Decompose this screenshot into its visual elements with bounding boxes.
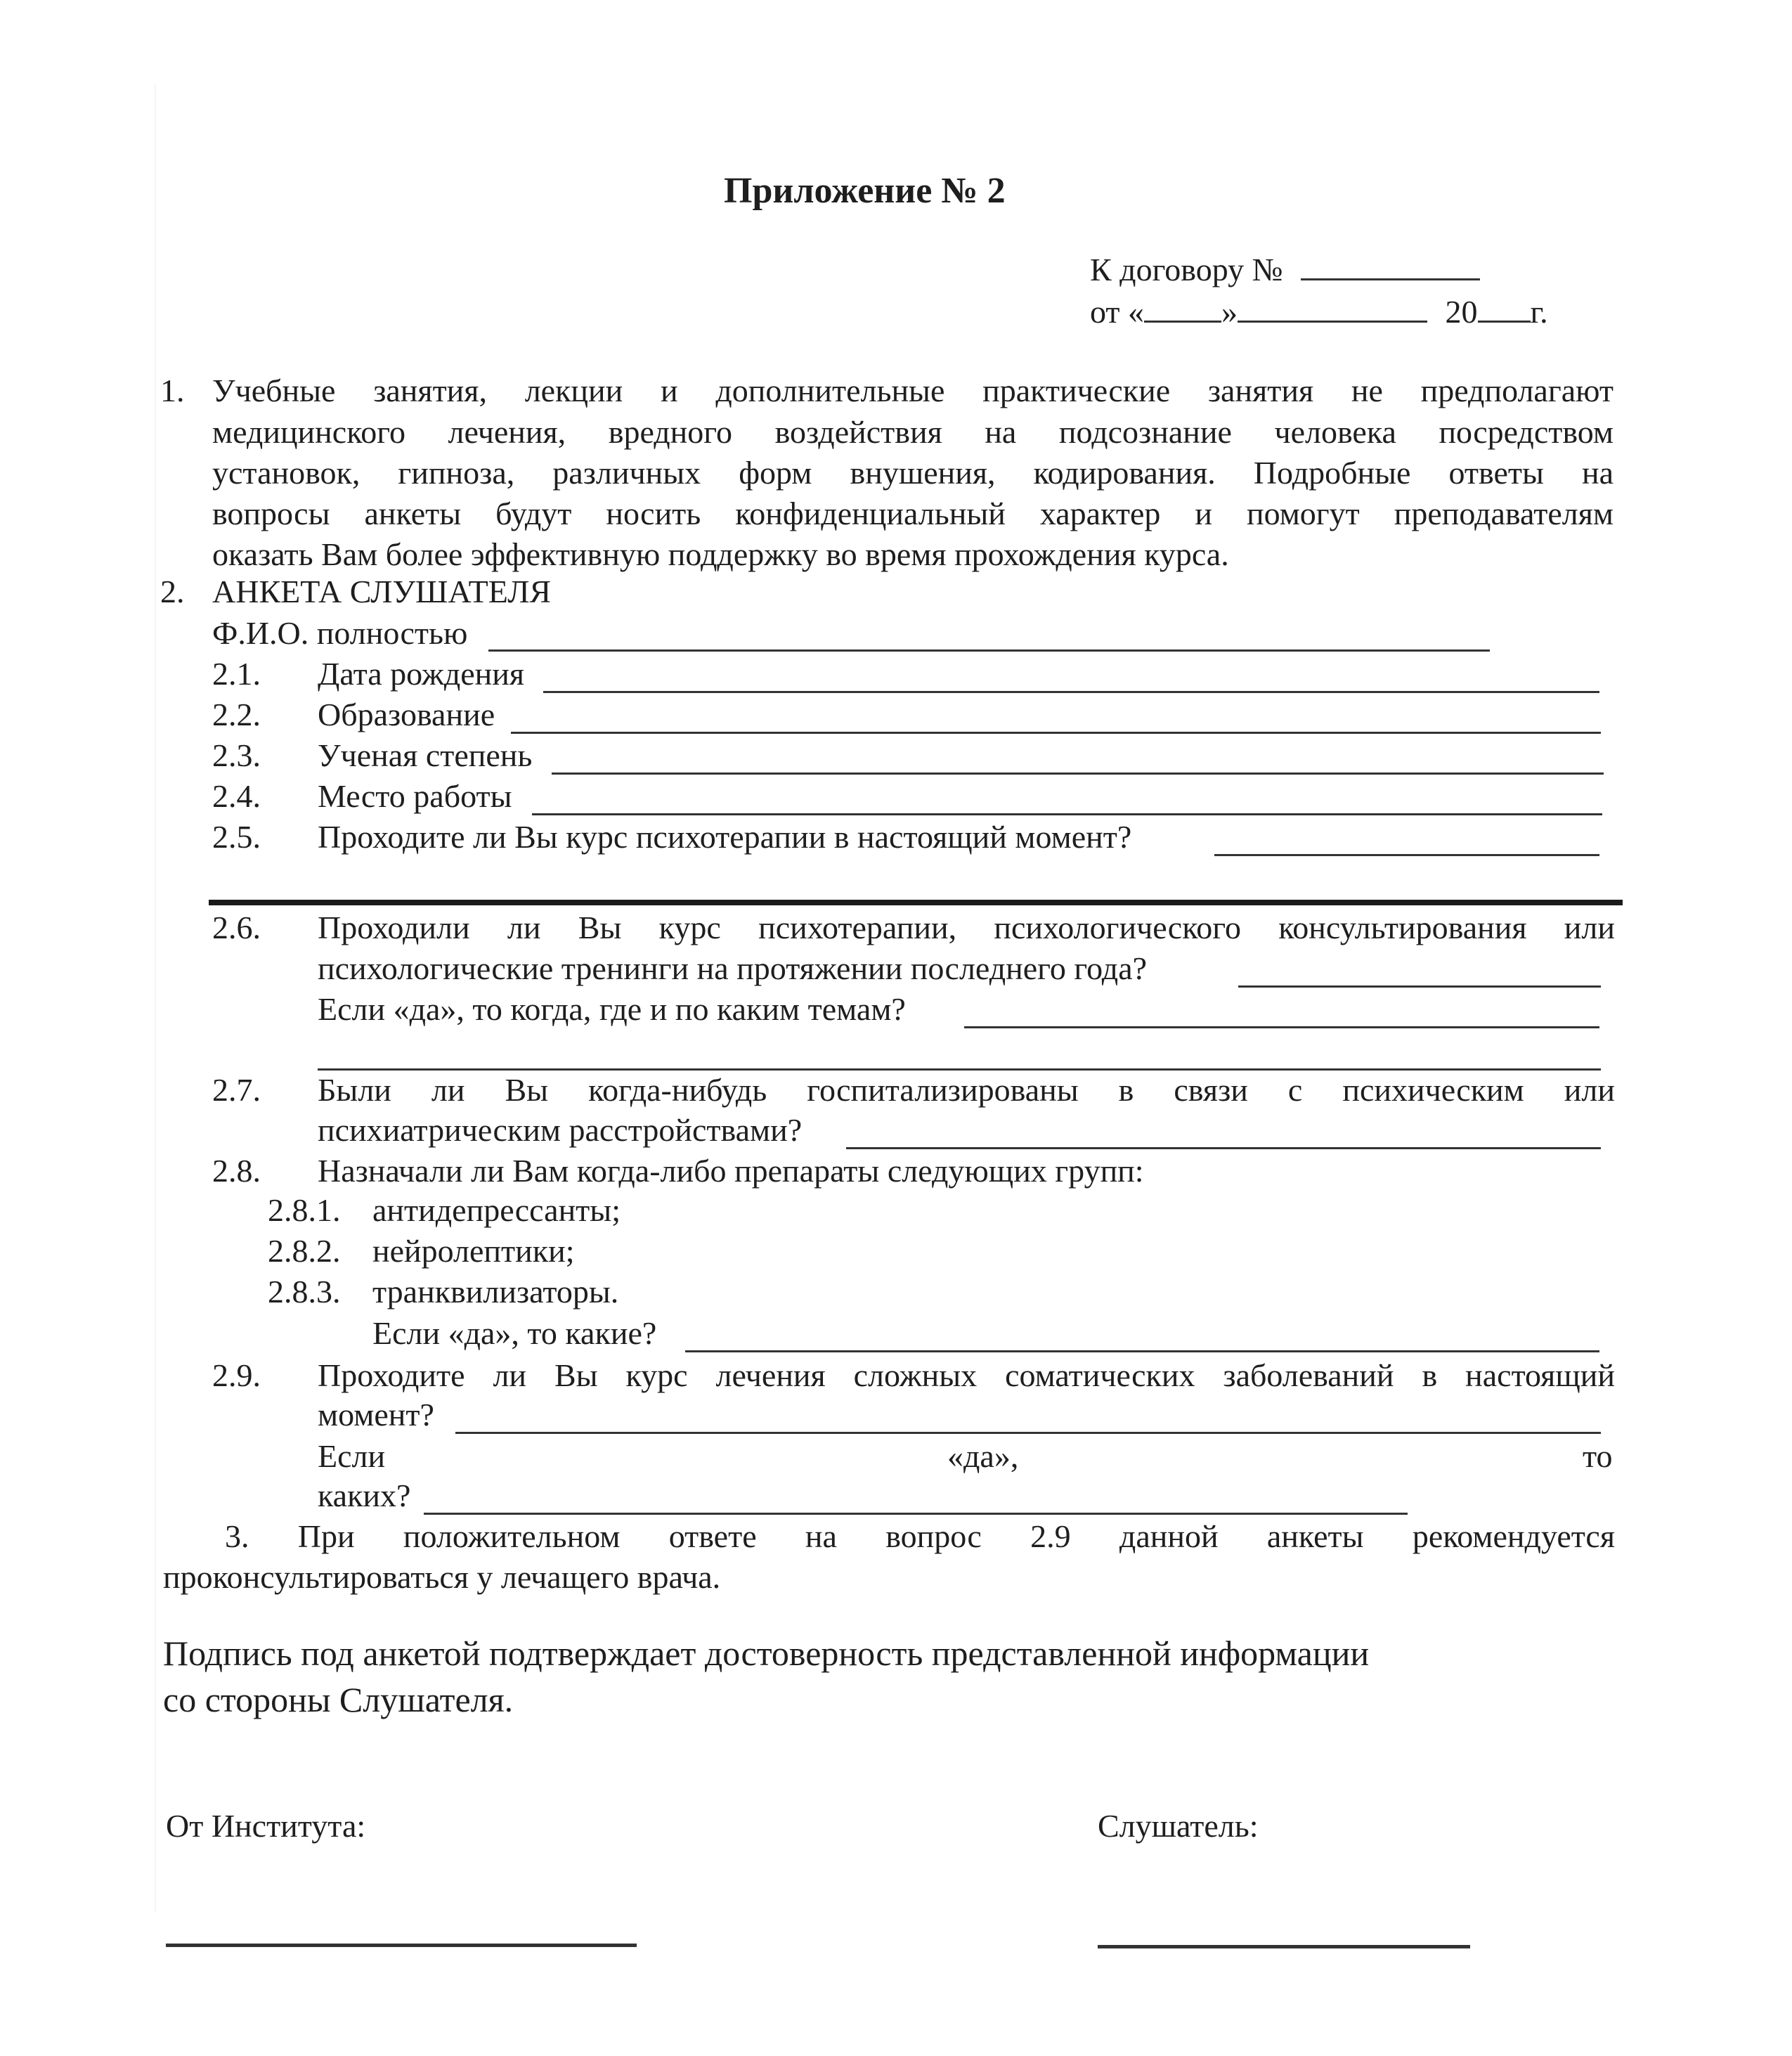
q27-line2: психиатрическим расстройствами? bbox=[318, 1112, 803, 1148]
subitem-neuroleptics: нейролептики; bbox=[372, 1233, 575, 1269]
q26-details-field[interactable] bbox=[964, 1026, 1599, 1028]
item-number: 2.2. bbox=[212, 697, 261, 732]
contract-number-row bbox=[1090, 250, 1480, 290]
current-therapy-label: Проходите ли Вы курс психотерапии в настоящий момент? bbox=[318, 819, 1132, 855]
date-year-prefix: 20 bbox=[1445, 294, 1478, 330]
section1-number: 1. bbox=[160, 373, 185, 408]
contract-label: К договору № bbox=[1090, 252, 1283, 287]
page-title: Приложение № 2 bbox=[724, 171, 1006, 211]
section3-line2: проконсультироваться у лечащего врача. bbox=[163, 1559, 721, 1595]
item-number: 2.1. bbox=[212, 656, 261, 692]
date-year-field[interactable] bbox=[1478, 292, 1531, 323]
q29-details-field[interactable] bbox=[424, 1513, 1408, 1515]
listener-signature-label: Слушатель: bbox=[1098, 1808, 1259, 1844]
current-therapy-field[interactable] bbox=[1214, 854, 1599, 856]
item-number: 2.3. bbox=[212, 737, 261, 773]
q29-line2: момент? bbox=[318, 1397, 434, 1433]
institute-signature-field[interactable] bbox=[166, 1944, 637, 1947]
item-number: 2.8. bbox=[212, 1153, 261, 1189]
fio-field[interactable] bbox=[488, 649, 1490, 652]
degree-label: Ученая степень bbox=[318, 737, 533, 773]
workplace-field[interactable] bbox=[532, 813, 1602, 815]
education-field[interactable] bbox=[511, 732, 1601, 734]
degree-field[interactable] bbox=[552, 772, 1604, 775]
date-mid: » bbox=[1221, 294, 1238, 330]
item-number: 2.4. bbox=[212, 778, 261, 814]
birthdate-label: Дата рождения bbox=[318, 656, 525, 692]
date-month-field[interactable] bbox=[1238, 292, 1427, 323]
q26-answer-field[interactable] bbox=[1238, 985, 1601, 988]
listener-signature-field[interactable] bbox=[1098, 1945, 1470, 1948]
contract-date-row bbox=[1090, 292, 1548, 332]
education-label: Образование bbox=[318, 697, 495, 732]
scan-margin-line bbox=[155, 84, 156, 1912]
q26-line2: психологические тренинги на протяжении последнего года? bbox=[318, 950, 1148, 986]
section-divider bbox=[209, 900, 1623, 905]
q26-line3: Если «да», то когда, где и по каким темам? bbox=[318, 991, 906, 1027]
item-number: 2.7. bbox=[212, 1072, 261, 1108]
section2-heading: АНКЕТА СЛУШАТЕЛЯ bbox=[212, 574, 552, 609]
section1-line: медицинского лечения, вредного воздействия на подсознание человека посредством bbox=[212, 414, 1614, 450]
q28-line1: Назначали ли Вам когда-либо препараты следующих групп: bbox=[318, 1153, 1144, 1189]
item-number: 2.9. bbox=[212, 1357, 261, 1393]
subitem-tranquilizers: транквилизаторы. bbox=[372, 1274, 619, 1310]
subitem-antidepressants: антидепрессанты; bbox=[372, 1192, 621, 1228]
date-day-field[interactable] bbox=[1144, 292, 1221, 323]
q29-line3-c: то bbox=[1583, 1438, 1613, 1474]
statement-line1: Подпись под анкетой подтверждает достоверность представленной информации bbox=[163, 1634, 1370, 1673]
section1-line: оказать Вам более эффективную поддержку во время прохождения курса. bbox=[212, 536, 1229, 572]
q28-answer-field[interactable] bbox=[685, 1350, 1599, 1352]
subitem-number: 2.8.2. bbox=[268, 1233, 341, 1269]
item-number: 2.5. bbox=[212, 819, 261, 855]
date-suffix: г. bbox=[1530, 294, 1548, 330]
workplace-label: Место работы bbox=[318, 778, 512, 814]
section3-line1: 3. При положительном ответе на вопрос 2.9 данной анкеты рекомендуется bbox=[225, 1518, 1615, 1554]
section2-number: 2. bbox=[160, 574, 185, 609]
q27-line1: Были ли Вы когда-нибудь госпитализированы в связи с психическим или bbox=[318, 1072, 1615, 1108]
section1-line: вопросы анкеты будут носить конфиденциальный характер и помогут преподавателям bbox=[212, 496, 1614, 531]
q29-line3-a: Если bbox=[318, 1438, 386, 1474]
institute-signature-label: От Института: bbox=[166, 1808, 366, 1844]
subitem-number: 2.8.1. bbox=[268, 1192, 341, 1228]
statement-line2: со стороны Слушателя. bbox=[163, 1680, 514, 1719]
section1-line: Учебные занятия, лекции и дополнительные практические занятия не предполагают bbox=[212, 373, 1614, 408]
q29-line4: каких? bbox=[318, 1478, 411, 1513]
q27-answer-field[interactable] bbox=[846, 1147, 1601, 1149]
q26-line1: Проходили ли Вы курс психотерапии, психологического консультирования или bbox=[318, 910, 1615, 945]
birthdate-field[interactable] bbox=[543, 691, 1599, 693]
item-number: 2.6. bbox=[212, 910, 261, 945]
subitem-number: 2.8.3. bbox=[268, 1274, 341, 1310]
fio-label: Ф.И.О. полностью bbox=[212, 615, 468, 651]
contract-number-field[interactable] bbox=[1301, 250, 1480, 280]
q28-followup: Если «да», то какие? bbox=[372, 1315, 657, 1351]
section1-line: установок, гипноза, различных форм внушения, кодирования. Подробные ответы на bbox=[212, 455, 1614, 491]
date-prefix: от « bbox=[1090, 294, 1144, 330]
q29-answer-field[interactable] bbox=[455, 1432, 1601, 1434]
q29-line3-b: «да», bbox=[947, 1438, 1019, 1474]
q29-line1: Проходите ли Вы курс лечения сложных соматических заболеваний в настоящий bbox=[318, 1357, 1615, 1393]
